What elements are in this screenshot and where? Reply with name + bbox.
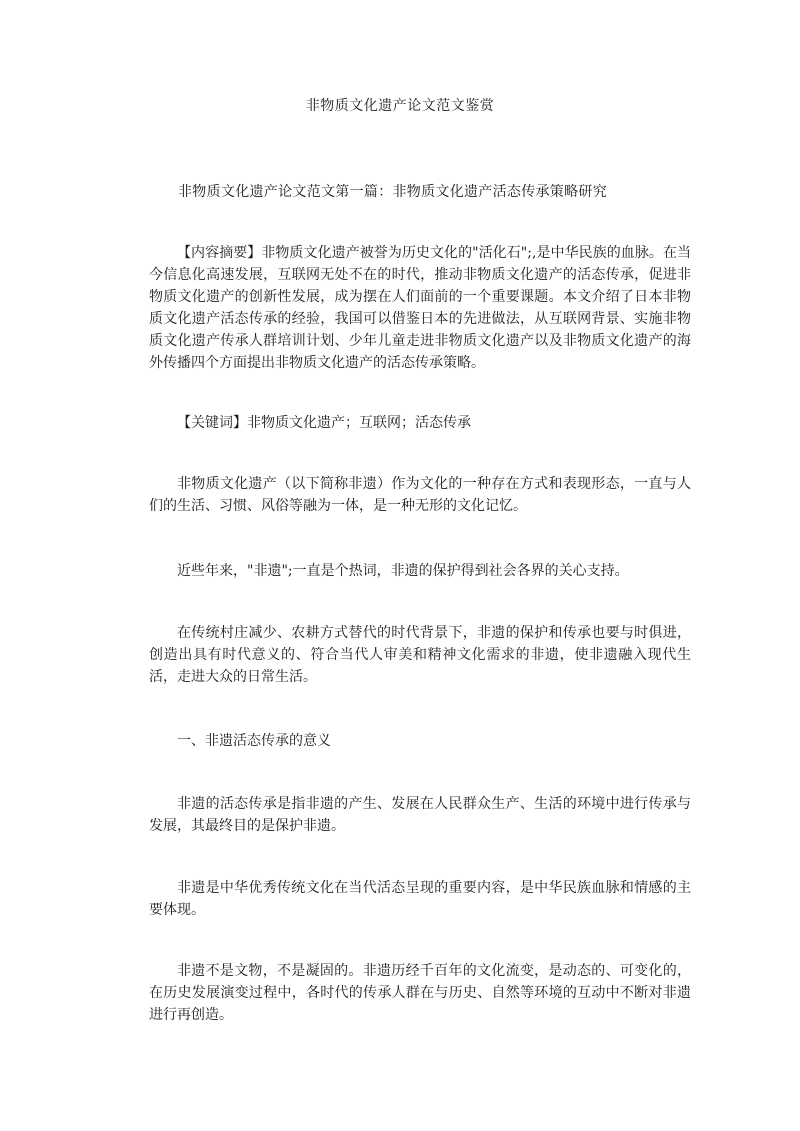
- body-paragraph: 近些年来，"非遗";一直是个热词，非遗的保护得到社会各界的关心支持。: [177, 563, 629, 579]
- body-paragraph: 非遗不是文物，不是凝固的。非遗历经千百年的文化流变，是动态的、可变化的，在历史发展演变过程中，各时代的传承人群在与历史、自然等环境的互动中不断对非遗进行再创造。: [149, 963, 691, 1023]
- page-title: 非物质文化遗产论文范文鉴赏: [305, 98, 495, 114]
- body-paragraph: 非物质文化遗产（以下简称非遗）作为文化的一种存在方式和表现形态，一直与人们的生活、习惯、风俗等融为一体，是一种无形的文化记忆。: [149, 476, 691, 514]
- section-heading: 一、非遗活态传承的意义: [177, 733, 331, 749]
- article-subtitle: 非物质文化遗产论文范文第一篇：非物质文化遗产活态传承策略研究: [178, 184, 607, 200]
- body-paragraph: 非遗是中华优秀传统文化在当代活态呈现的重要内容，是中华民族血脉和情感的主要体现。: [149, 880, 691, 918]
- keywords-paragraph: 【关键词】非物质文化遗产；互联网；活态传承: [177, 415, 471, 431]
- body-paragraph: 非遗的活态传承是指非遗的产生、发展在人民群众生产、生活的环境中进行传承与发展，其最终目的是保护非遗。: [149, 796, 691, 834]
- body-paragraph: 在传统村庄减少、农耕方式替代的时代背景下，非遗的保护和传承也要与时俱进，创造出具有时代意义的、符合当代人审美和精神文化需求的非遗，使非遗融入现代生活，走进大众的日常生活。: [149, 625, 691, 685]
- abstract-paragraph: 【内容摘要】非物质文化遗产被誉为历史文化的"活化石";,是中华民族的血脉。在当今信息化高速发展，互联网无处不在的时代，推动非物质文化遗产的活态传承，促进非物质文化遗产的创新性发展，成为摆在人们面前的一个重要课题。本文介绍了日本非物质文化遗产活态传承的经验，我国可以借鉴日本的先进做法，从互联网背景、实施非物质文化遗产传承人群培训计划、少年儿童走进非物质文化遗产以及非物质文化遗产的海外传播四个方面提出非物质文化遗产的活态传承策略。: [149, 245, 691, 371]
